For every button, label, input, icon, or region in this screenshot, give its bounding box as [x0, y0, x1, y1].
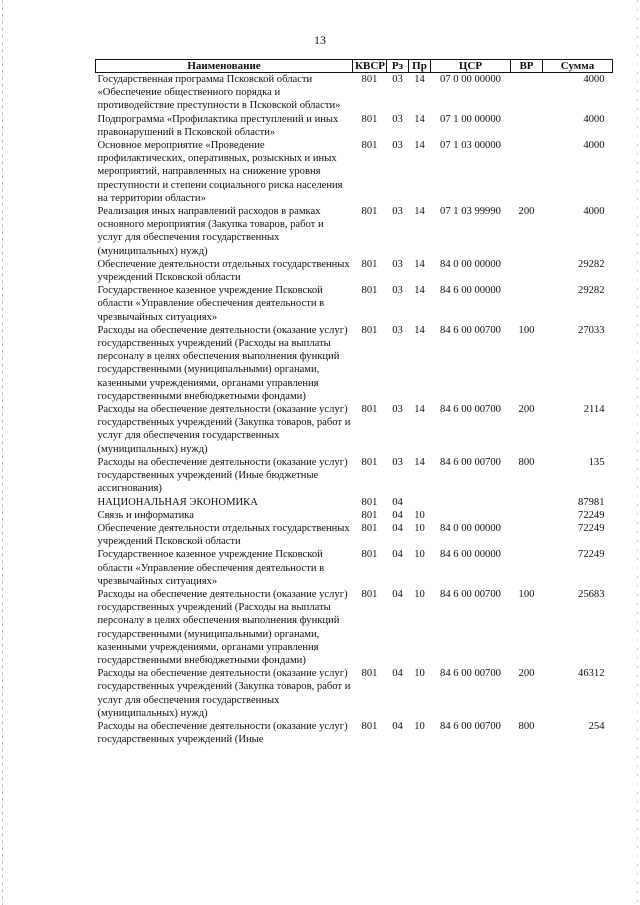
- row-kvsr-cell: 801: [361, 456, 378, 468]
- row-sum-cell: 4000: [583, 74, 605, 85]
- table-row: [96, 284, 613, 324]
- row-rz-cell: 03: [392, 74, 403, 85]
- scan-edge-left: [2, 0, 3, 905]
- row-name-cell: Расходы на обеспечение деятельности (оказание услуг) государственных учреждений (Расходы на выплаты персоналу в целях обеспечения выполнения функций государственными (муниципальными) органами, казенными учреждениями, органами управления государственными внебюджетными фондами): [97, 324, 348, 402]
- row-sum-cell: 135: [588, 456, 605, 468]
- row-name-cell: Обеспечение деятельности отдельных государственных учреждений Псковской области: [97, 258, 350, 284]
- row-rz-cell: 04: [392, 549, 403, 561]
- row-kvsr-cell: 801: [361, 140, 378, 152]
- row-sum-cell: 72249: [578, 509, 605, 521]
- row-kvsr-cell: 801: [361, 720, 378, 732]
- row-name-cell: Государственное казенное учреждение Псковской области «Управление обеспечения деятельности в чрезвычайных ситуациях»: [97, 549, 325, 587]
- row-name-cell: Реализация иных направлений расходов в рамках основного мероприятия (Закупка товаров, работ и услуг для обеспечения государственных (муниципальных) нужд): [97, 206, 324, 257]
- scan-edge-right: [637, 0, 638, 905]
- row-pr-cell: 14: [414, 113, 425, 125]
- row-kvsr-cell: 801: [361, 206, 378, 218]
- row-csr-cell: [431, 496, 511, 509]
- row-pr-cell: 10: [414, 522, 425, 534]
- row-vr-cell: [511, 139, 543, 205]
- row-sum-cell: 2114: [583, 404, 605, 416]
- table-header-row: [96, 60, 613, 73]
- row-kvsr-cell: 801: [361, 74, 378, 85]
- row-rz-cell: 04: [392, 720, 403, 732]
- table-row: [96, 720, 613, 746]
- row-kvsr-cell: 801: [361, 258, 378, 270]
- table-row: [96, 548, 613, 588]
- row-kvsr-cell: 801: [361, 549, 378, 561]
- row-vr-cell: [511, 284, 543, 324]
- row-name-cell: Основное мероприятие «Проведение профилактических, оперативных, розыскных и иных мероприятий, направленных на снижение уровня преступности и степени социального риска населения на территории области»: [97, 140, 343, 204]
- row-pr-cell: [409, 496, 431, 509]
- row-sum-cell: 27033: [578, 324, 605, 336]
- row-sum-cell: 4000: [583, 113, 605, 125]
- row-sum-cell: 25683: [578, 588, 605, 600]
- row-name-cell: НАЦИОНАЛЬНАЯ ЭКОНОМИКА: [97, 496, 258, 508]
- table-row: [96, 509, 613, 522]
- row-pr-cell: 10: [414, 549, 425, 561]
- row-kvsr-cell: 801: [361, 496, 378, 508]
- row-csr-cell: 07 1 03 00000: [440, 140, 501, 152]
- row-csr-cell: [431, 509, 511, 522]
- row-pr-cell: 10: [414, 509, 425, 521]
- row-vr-cell: [511, 548, 543, 588]
- header-pr: Пр: [409, 60, 431, 73]
- header-csr: ЦСР: [431, 60, 511, 73]
- row-rz-cell: 04: [392, 522, 403, 534]
- row-pr-cell: 14: [414, 324, 425, 336]
- row-vr-cell: [511, 522, 543, 548]
- row-pr-cell: 10: [414, 720, 425, 732]
- table-row: [96, 496, 613, 509]
- row-pr-cell: 10: [414, 588, 425, 600]
- row-csr-cell: 84 6 00 00000: [440, 549, 501, 561]
- row-rz-cell: 03: [392, 456, 403, 468]
- row-rz-cell: 03: [392, 206, 403, 218]
- header-sum: Сумма: [543, 60, 613, 73]
- row-name-cell: Расходы на обеспечение деятельности (оказание услуг) государственных учреждений (Расходы на выплаты персоналу в целях обеспечения выполнения функций государственными (муниципальными) органами, казенными учреждениями, органами управления государственными внебюджетными фондами): [97, 588, 348, 666]
- row-rz-cell: 03: [392, 324, 403, 336]
- row-csr-cell: 84 6 00 00700: [440, 324, 501, 336]
- row-rz-cell: 03: [392, 404, 403, 416]
- row-rz-cell: 04: [392, 668, 403, 680]
- row-kvsr-cell: 801: [361, 285, 378, 297]
- row-name-cell: Расходы на обеспечение деятельности (оказание услуг) государственных учреждений (Иные: [97, 720, 348, 746]
- header-kvsr: КВСР: [353, 60, 387, 73]
- row-vr-cell: 800: [518, 456, 535, 468]
- row-vr-cell: [511, 509, 543, 522]
- row-sum-cell: 29282: [578, 258, 605, 270]
- row-csr-cell: 84 6 00 00700: [440, 456, 501, 468]
- row-rz-cell: 04: [392, 496, 403, 508]
- row-pr-cell: 14: [414, 404, 425, 416]
- table-row: [96, 456, 613, 496]
- row-name-cell: Обеспечение деятельности отдельных государственных учреждений Псковской области: [97, 522, 350, 548]
- row-pr-cell: 14: [414, 258, 425, 270]
- row-csr-cell: 07 0 00 00000: [440, 74, 501, 85]
- row-vr-cell: 100: [518, 588, 535, 600]
- row-name-cell: Расходы на обеспечение деятельности (оказание услуг) государственных учреждений (Иные бюджетные ассигнования): [97, 456, 348, 495]
- row-csr-cell: 84 6 00 00700: [440, 404, 501, 416]
- row-vr-cell: [511, 73, 543, 113]
- row-csr-cell: 84 0 00 00000: [440, 258, 501, 270]
- row-name-cell: Подпрограмма «Профилактика преступлений и иных правонарушений в Псковской области»: [97, 113, 339, 138]
- row-vr-cell: 800: [518, 720, 535, 732]
- row-csr-cell: 84 6 00 00700: [440, 668, 501, 680]
- row-vr-cell: 200: [518, 668, 535, 680]
- row-sum-cell: 4000: [583, 206, 605, 218]
- row-vr-cell: 200: [518, 206, 535, 218]
- row-rz-cell: 03: [392, 140, 403, 152]
- row-kvsr-cell: 801: [361, 324, 378, 336]
- table-row: [96, 324, 613, 403]
- row-pr-cell: 10: [414, 668, 425, 680]
- row-csr-cell: 84 6 00 00000: [440, 285, 501, 297]
- row-sum-cell: 87981: [578, 496, 605, 508]
- row-csr-cell: 84 6 00 00700: [440, 588, 501, 600]
- row-pr-cell: 14: [414, 285, 425, 297]
- row-rz-cell: 03: [392, 113, 403, 125]
- row-vr-cell: [511, 496, 543, 509]
- row-vr-cell: 100: [518, 324, 535, 336]
- row-vr-cell: [511, 113, 543, 139]
- row-pr-cell: 14: [414, 206, 425, 218]
- header-vr: ВР: [511, 60, 543, 73]
- row-sum-cell: 46312: [578, 668, 605, 680]
- row-csr-cell: 07 1 00 00000: [440, 113, 501, 125]
- row-kvsr-cell: 801: [361, 404, 378, 416]
- row-sum-cell: 29282: [578, 285, 605, 297]
- row-pr-cell: 14: [414, 140, 425, 152]
- table-row: [96, 588, 613, 667]
- row-name-cell: Государственная программа Псковской области «Обеспечение общественного порядка и противодействие преступности в Псковской области»: [97, 74, 341, 112]
- row-name-cell: Связь и информатика: [97, 509, 194, 521]
- table-row: [96, 403, 613, 456]
- page-number: 13: [314, 33, 326, 47]
- row-kvsr-cell: 801: [361, 522, 378, 534]
- header-name: Наименование: [96, 60, 353, 73]
- row-rz-cell: 03: [392, 285, 403, 297]
- table-row: [96, 667, 613, 720]
- header-rz: Рз: [387, 60, 409, 73]
- row-csr-cell: 07 1 03 99990: [440, 206, 501, 218]
- row-kvsr-cell: 801: [361, 588, 378, 600]
- row-csr-cell: 84 0 00 00000: [440, 522, 501, 534]
- row-pr-cell: 14: [414, 456, 425, 468]
- row-name-cell: Государственное казенное учреждение Псковской области «Управление обеспечения деятельности в чрезвычайных ситуациях»: [97, 285, 325, 323]
- row-name-cell: Расходы на обеспечение деятельности (оказание услуг) государственных учреждений (Закупка товаров, работ и услуг для обеспечения государственных (муниципальных) нужд): [97, 668, 351, 719]
- row-kvsr-cell: 801: [361, 509, 378, 521]
- row-rz-cell: 04: [392, 588, 403, 600]
- table-row: [96, 113, 613, 139]
- row-kvsr-cell: 801: [361, 113, 378, 125]
- row-csr-cell: 84 6 00 00700: [440, 720, 501, 732]
- table-row: [96, 73, 613, 113]
- row-vr-cell: [511, 258, 543, 284]
- row-name-cell: Расходы на обеспечение деятельности (оказание услуг) государственных учреждений (Закупка товаров, работ и услуг для обеспечения государственных (муниципальных) нужд): [97, 404, 351, 455]
- row-sum-cell: 4000: [583, 140, 605, 152]
- row-pr-cell: 14: [414, 74, 425, 85]
- row-sum-cell: 254: [588, 720, 605, 732]
- row-kvsr-cell: 801: [361, 668, 378, 680]
- row-rz-cell: 03: [392, 258, 403, 270]
- row-sum-cell: 72249: [578, 549, 605, 561]
- table-row: [96, 522, 613, 548]
- table-row: [96, 258, 613, 284]
- row-sum-cell: 72249: [578, 522, 605, 534]
- table-row: [96, 139, 613, 205]
- budget-table: [95, 59, 613, 746]
- row-rz-cell: 04: [392, 509, 403, 521]
- row-vr-cell: 200: [518, 404, 535, 416]
- table-row: [96, 205, 613, 258]
